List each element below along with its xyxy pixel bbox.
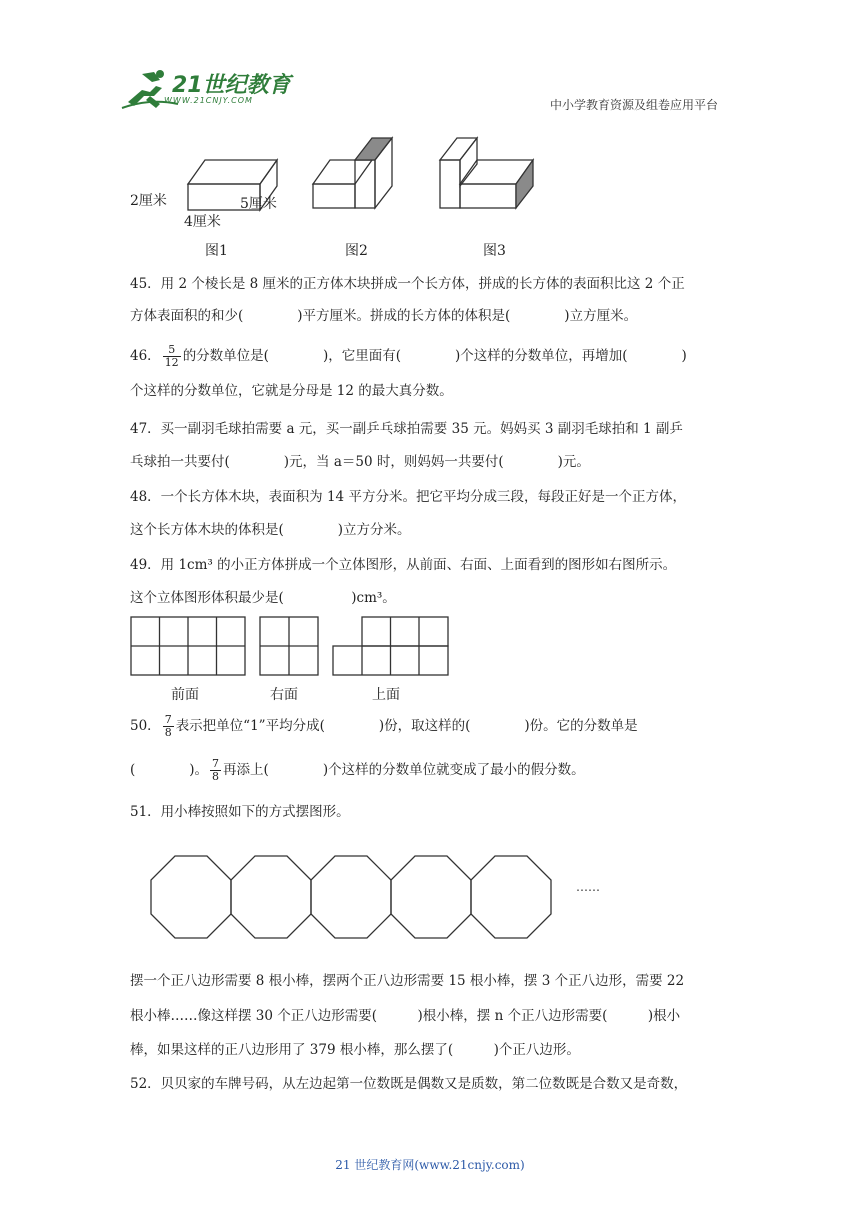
q51-line-2: 摆一个正八边形需要 8 根小棒，摆两个正八边形需要 15 根小棒，摆 3 个正八边形，需要 22 — [130, 973, 685, 989]
q50-fraction-2-numerator: 7 — [212, 757, 220, 770]
q49-line-2: 这个立体图形体积最少是( )cm³。 — [130, 590, 396, 606]
q47-line-2: 乓球拍一共要付( )元，当 a＝50 时，则妈妈一共要付( )元。 — [130, 454, 590, 470]
q48-line-2: 这个长方体木块的体积是( )立方分米。 — [130, 522, 411, 538]
top-view-label: 上面 — [372, 687, 400, 703]
figure-3-solid — [440, 138, 533, 208]
q45-line-1: 45．用 2 个棱长是 8 厘米的正方体木块拼成一个长方体，拼成的长方体的表面积比这 2 个正 — [130, 276, 685, 292]
q46-fraction-numerator: 5 — [163, 344, 181, 357]
q46-fraction-denominator: 12 — [164, 356, 179, 369]
q50-line-1-text: 表示把单位“1”平均分成( )份，取这样的( )份。它的分数单是 — [175, 718, 638, 734]
right-view-label: 右面 — [270, 687, 298, 703]
three-views-grid — [128, 614, 453, 678]
q51-line-3: 根小棒……像这样摆 30 个正八边形需要( )根小棒，摆 n 个正八边形需要( )根小 — [130, 1008, 681, 1024]
q52-line-1: 52．贝贝家的车牌号码，从左边起第一位数既是偶数又是质数，第二位数既是合数又是奇数， — [130, 1076, 688, 1092]
q50-fraction-2-denominator: 8 — [212, 770, 220, 783]
octagon-4 — [391, 856, 471, 938]
octagon-5 — [471, 856, 551, 938]
front-view-grid — [131, 617, 245, 675]
q47-line-1: 47．买一副羽毛球拍需要 a 元，买一副乒乓球拍需要 35 元。妈妈买 3 副羽毛球拍和 1 副乒 — [130, 421, 683, 437]
q50-fraction-2 — [210, 758, 221, 783]
front-view-label: 前面 — [171, 687, 199, 703]
figure-2-caption: 图2 — [345, 243, 368, 259]
q50-fraction-denominator: 8 — [164, 726, 172, 739]
q45-line-2: 方体表面积的和少( )平方厘米。拼成的长方体的体积是( )立方厘米。 — [130, 308, 638, 324]
octagon-3 — [311, 856, 391, 938]
q50-number: 50． — [130, 718, 161, 734]
q49-line-1: 49．用 1cm³ 的小正方体拼成一个立体图形，从前面、右面、上面看到的图形如右图所示。 — [130, 557, 677, 573]
q46-line-1 — [130, 344, 687, 369]
site-logo — [120, 66, 295, 116]
q48-line-1: 48．一个长方体木块，表面积为 14 平方分米。把它平均分成三段，每段正好是一个正方体， — [130, 489, 686, 505]
header-tagline: 中小学教育资源及组卷应用平台 — [550, 98, 719, 112]
q50-fraction — [163, 714, 174, 739]
top-view-grid — [333, 617, 448, 675]
figure-1-caption: 图1 — [205, 243, 228, 259]
q46-fraction — [163, 344, 181, 369]
q46-line-1-text: 的分数单位是( )，它里面有( )个这样的分数单位，再增加( ) — [182, 348, 687, 364]
right-view-grid — [260, 617, 318, 675]
q50-fraction-numerator: 7 — [164, 713, 172, 726]
q46-number: 46． — [130, 348, 161, 364]
runner-logo-icon — [120, 68, 180, 112]
logo-text: 21世纪教育 — [172, 73, 291, 98]
q50-line-2-start: ( )。 — [130, 762, 209, 778]
octagon-1 — [151, 856, 231, 938]
octagon-chain-figure — [148, 852, 558, 944]
q50-line-2 — [130, 758, 585, 783]
figure-2-solid — [313, 138, 392, 208]
continuation-ellipsis: …… — [576, 880, 600, 894]
dim-label-height: 2厘米 — [130, 193, 167, 209]
dim-label-width: 5厘米 — [240, 196, 277, 212]
dim-label-length: 4厘米 — [184, 214, 221, 230]
figure-3-caption: 图3 — [483, 243, 506, 259]
logo-url: WWW.21CNJY.COM — [164, 96, 253, 105]
q50-line-2-text: 再添上( )个这样的分数单位就变成了最小的假分数。 — [223, 762, 585, 778]
footer-source: 21 世纪教育网(www.21cnjy.com) — [335, 1158, 525, 1172]
q51-line-4: 棒，如果这样的正八边形用了 379 根小棒，那么摆了( )个正八边形。 — [130, 1042, 580, 1058]
q46-line-2: 个这样的分数单位，它就是分母是 12 的最大真分数。 — [130, 383, 453, 399]
octagon-2 — [231, 856, 311, 938]
q51-line-1: 51．用小棒按照如下的方式摆图形。 — [130, 804, 350, 820]
q50-line-1 — [130, 714, 638, 739]
